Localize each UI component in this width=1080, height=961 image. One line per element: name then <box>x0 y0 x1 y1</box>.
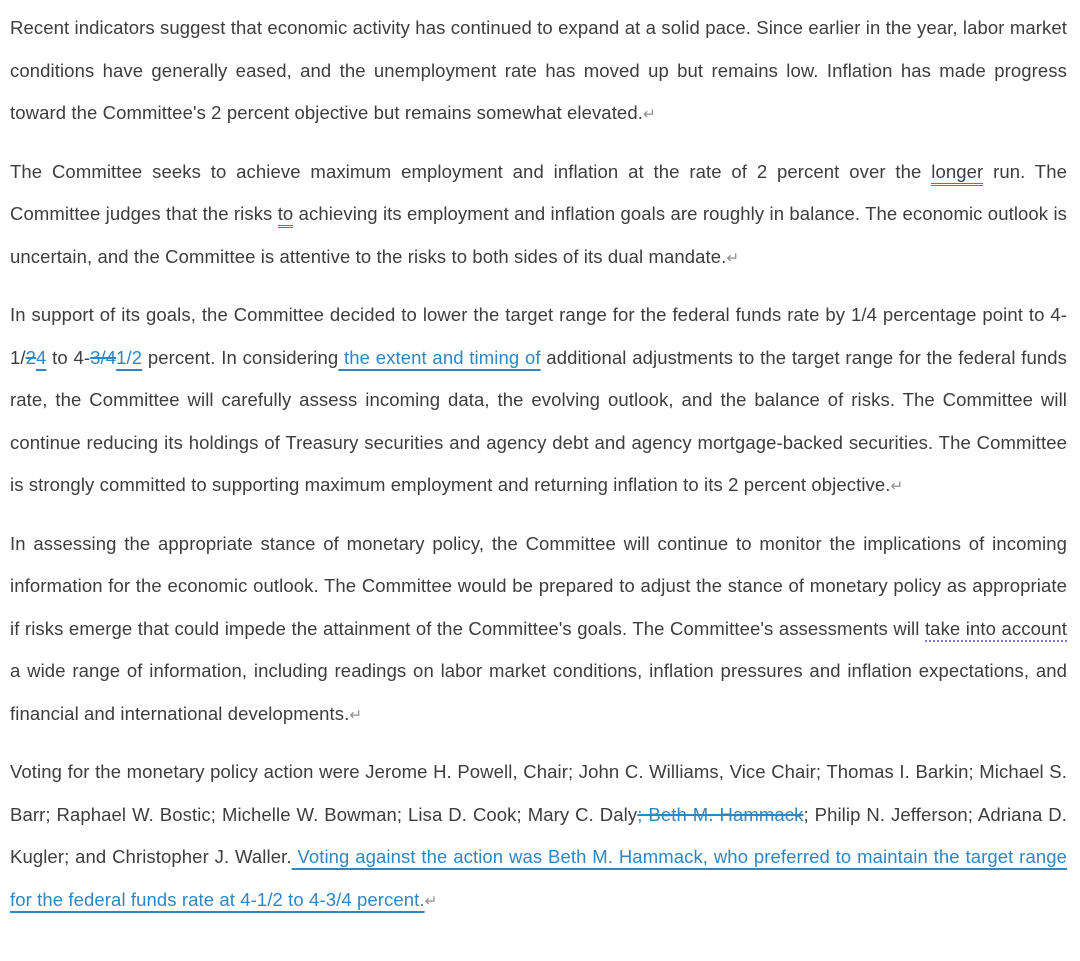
text-run: percent. In considering <box>142 346 339 368</box>
text-run: The Committee seeks to achieve maximum employment and inflation at the rate of 2 percent over the <box>10 160 932 182</box>
format-changed-text: to <box>278 203 294 228</box>
inserted-text: 4 <box>36 346 47 368</box>
paragraph-mark-icon: ↵ <box>349 706 363 724</box>
inserted-text: Voting against the action was Beth M. Hammack, who preferred to maintain the target range for the federal funds rate at 4-1/2 to 4-3/4 percent. <box>10 846 1067 910</box>
text-run: run. The Committee judges that the risks <box>10 160 1067 224</box>
text-run: ; Philip N. Jefferson; Adriana D. Kugler; and Christopher J. Waller. <box>10 803 1067 867</box>
text-run: to 4- <box>46 346 91 368</box>
text-run: Recent indicators suggest that economic activity has continued to expand at a solid pace. Since earlier in the year, labor market conditions have generally eased, and the unemployment rate has moved up but remains low. Inflation has made progress toward the Committee's 2 percent objective but remains somewhat elevated. <box>10 17 1067 123</box>
text-run: additional adjustments to the target range for the federal funds rate, the Committee will carefully assess incoming data, the evolving outlook, and the balance of risks. The Committee will continue reducing its holdings of Treasury securities and agency debt and agency mortgage-backed securities. The Committee is strongly committed to supporting maximum employment and returning inflation to its 2 percent objective. <box>10 346 1067 495</box>
paragraph <box>10 7 1067 137</box>
deleted-text: ; Beth M. Hammack <box>637 803 804 825</box>
paragraph-mark-icon: ↵ <box>890 478 904 495</box>
text-run: achieving its employment and inflation goals are roughly in balance. The economic outlook is uncertain, and the Committee is attentive to the risks to both sides of its dual mandate. <box>10 203 1067 267</box>
paragraph-mark-icon: ↵ <box>642 106 656 123</box>
paragraph <box>10 751 1067 923</box>
paragraph <box>10 151 1067 281</box>
paragraph <box>10 294 1067 509</box>
deleted-text: 2 <box>25 346 37 368</box>
editor-suggestion-text: take into account <box>925 618 1067 642</box>
paragraph-mark-icon: ↵ <box>424 892 438 910</box>
inserted-text: the extent and timing of <box>338 346 541 368</box>
paragraph <box>10 523 1067 738</box>
text-run: a wide range of information, including readings on labor market conditions, inflation pressures and inflation expectations, and financial and international developments. <box>10 660 1067 724</box>
paragraph-mark-icon: ↵ <box>726 249 740 267</box>
text-run: In support of its goals, the Committee decided to lower the target range for the federal funds rate by 1/4 percentage point to 4-1/ <box>10 304 1067 368</box>
inserted-text: 1/2 <box>116 346 143 368</box>
text-run: In assessing the appropriate stance of monetary policy, the Committee will continue to monitor the implications of incoming information for the economic outlook. The Committee would be prepared to adjust the stance of monetary policy as appropriate if risks emerge that could impede the attainment of the Committee's goals. The Committee's assessments will <box>10 532 1067 639</box>
deleted-text: 3/4 <box>90 346 117 368</box>
text-run: Voting for the monetary policy action were Jerome H. Powell, Chair; John C. Williams, Vice Chair; Thomas I. Barkin; Michael S. Barr; Raphael W. Bostic; Michelle W. Bowman; Lisa D. Cook; Mary C. Daly <box>10 761 1067 825</box>
format-changed-text: longer <box>931 161 983 186</box>
